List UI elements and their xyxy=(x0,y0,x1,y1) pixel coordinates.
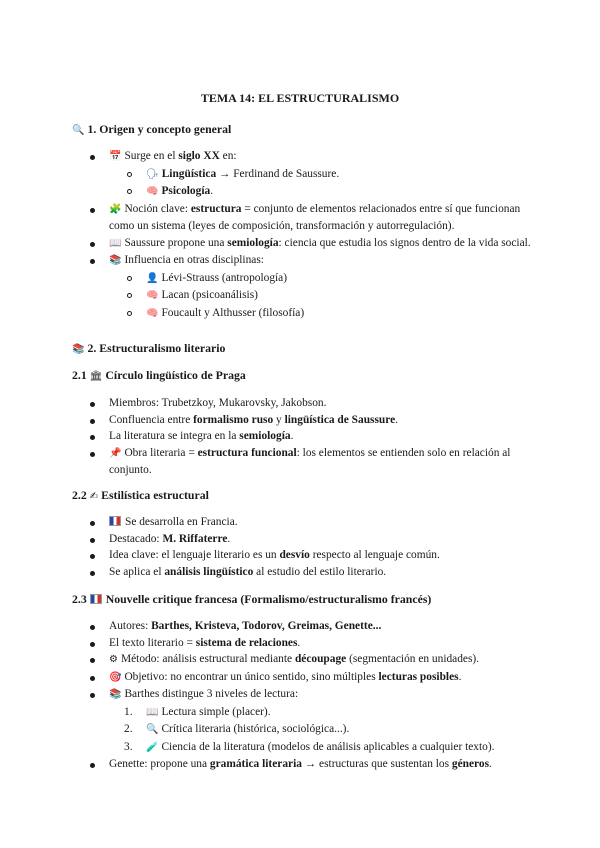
speaking-head-icon: 🗣 xyxy=(146,168,159,180)
list-item: 🧠 Foucault y Althusser (filosofía) xyxy=(0,305,600,323)
section-heading-1: 🔍 1. Origen y concepto general xyxy=(72,122,232,136)
writing-hand-icon: ✍ xyxy=(89,491,99,502)
list-item: El texto literario = sistema de relaciones. xyxy=(0,635,600,652)
list-item: Miembros: Trubetzkoy, Mukarovsky, Jakobson. xyxy=(0,395,600,412)
book-icon: 📖 xyxy=(146,706,159,718)
list-item: 📌 Obra literaria = estructura funcional: los elementos se entienden solo en relación al conjunto. xyxy=(0,445,600,479)
list-item: 🧠 Lacan (psicoanálisis) xyxy=(0,287,600,305)
section-2-2-list xyxy=(0,514,600,580)
section-2-3-list xyxy=(0,618,600,773)
list-item: ⚙ Método: análisis estructural mediante découpage (segmentación en unidades). xyxy=(0,651,600,669)
pushpin-icon: 📌 xyxy=(109,447,122,459)
list-item: Genette: propone una gramática literaria → estructuras que sustentan los géneros. xyxy=(0,756,600,773)
list-item: 🗣 Lingüística → Ferdinand de Saussure. xyxy=(0,166,600,184)
magnifier-icon: 🔍 xyxy=(72,125,85,136)
brain-icon: 🧠 xyxy=(146,307,159,319)
test-tube-icon: 🧪 xyxy=(146,741,159,753)
france-flag-icon xyxy=(90,594,102,604)
list-item: 📅 Surge en el siglo XX en: xyxy=(0,148,600,166)
person-icon: 👤 xyxy=(146,272,159,284)
calendar-icon: 📅 xyxy=(109,151,122,162)
books-icon: 📚 xyxy=(72,344,85,355)
section-heading-2-1: 2.1 🏛 Círculo lingüístico de Praga xyxy=(72,368,246,382)
section-1-list xyxy=(0,148,600,322)
list-item: 2. 🔍 Crítica literaria (histórica, sociológica...). xyxy=(124,723,350,735)
list-item: 🎯 Objetivo: no encontrar un único sentido, sino múltiples lecturas posibles. xyxy=(0,669,600,687)
list-item: 1. 📖 Lectura simple (placer). xyxy=(124,705,271,718)
brain-icon: 🧠 xyxy=(146,186,159,197)
list-item: 🧩 Noción clave: estructura = conjunto de elementos relacionados entre sí que funcionan como un sistema (leyes de composición, transformación y autorregulación). xyxy=(0,201,600,235)
classical-building-icon: 🏛 xyxy=(89,371,103,382)
list-item: Idea clave: el lenguaje literario es un desvío respecto al lenguaje común. xyxy=(0,547,600,564)
brain-icon: 🧠 xyxy=(146,290,159,301)
books-icon: 📚 xyxy=(109,689,122,700)
list-item: Confluencia entre formalismo ruso y lingüística de Saussure. xyxy=(0,412,600,429)
list-item: Autores: Barthes, Kristeva, Todorov, Greimas, Genette... xyxy=(0,618,600,635)
list-item: La literatura se integra en la semiología. xyxy=(0,428,600,445)
puzzle-icon: 🧩 xyxy=(109,203,122,215)
section-heading-2: 📚 2. Estructuralismo literario xyxy=(72,341,226,355)
section-heading-2-3: 2.3 Nouvelle critique francesa (Formalismo/estructuralismo francés) xyxy=(72,592,432,606)
list-item: 🧠 Psicología. xyxy=(0,183,600,201)
list-item: 👤 Lévi-Strauss (antropología) xyxy=(0,270,600,288)
list-item: Se aplica el análisis lingüístico al estudio del estilo literario. xyxy=(0,564,600,581)
magnifier-icon: 🔍 xyxy=(146,724,159,735)
list-item: Se desarrolla en Francia. xyxy=(0,514,600,531)
list-item: 📖 Saussure propone una semiología: ciencia que estudia los signos dentro de la vida social. xyxy=(0,235,600,253)
target-icon: 🎯 xyxy=(109,671,122,683)
section-heading-2-2: 2.2 ✍ Estilística estructural xyxy=(72,488,209,502)
list-item: Destacado: M. Riffaterre. xyxy=(0,531,600,548)
section-2-1-list xyxy=(0,395,600,479)
list-item: 3. 🧪 Ciencia de la literatura (modelos de análisis aplicables a cualquier texto). xyxy=(124,740,495,753)
gear-icon: ⚙ xyxy=(109,654,118,665)
france-flag-icon xyxy=(109,516,121,526)
page-title: TEMA 14: EL ESTRUCTURALISMO xyxy=(200,91,400,105)
books-icon: 📚 xyxy=(109,255,122,266)
list-item: 📚 Influencia en otras disciplinas: xyxy=(0,252,600,270)
list-item: 📚 Barthes distingue 3 niveles de lectura: xyxy=(0,686,600,704)
book-icon: 📖 xyxy=(109,237,122,249)
